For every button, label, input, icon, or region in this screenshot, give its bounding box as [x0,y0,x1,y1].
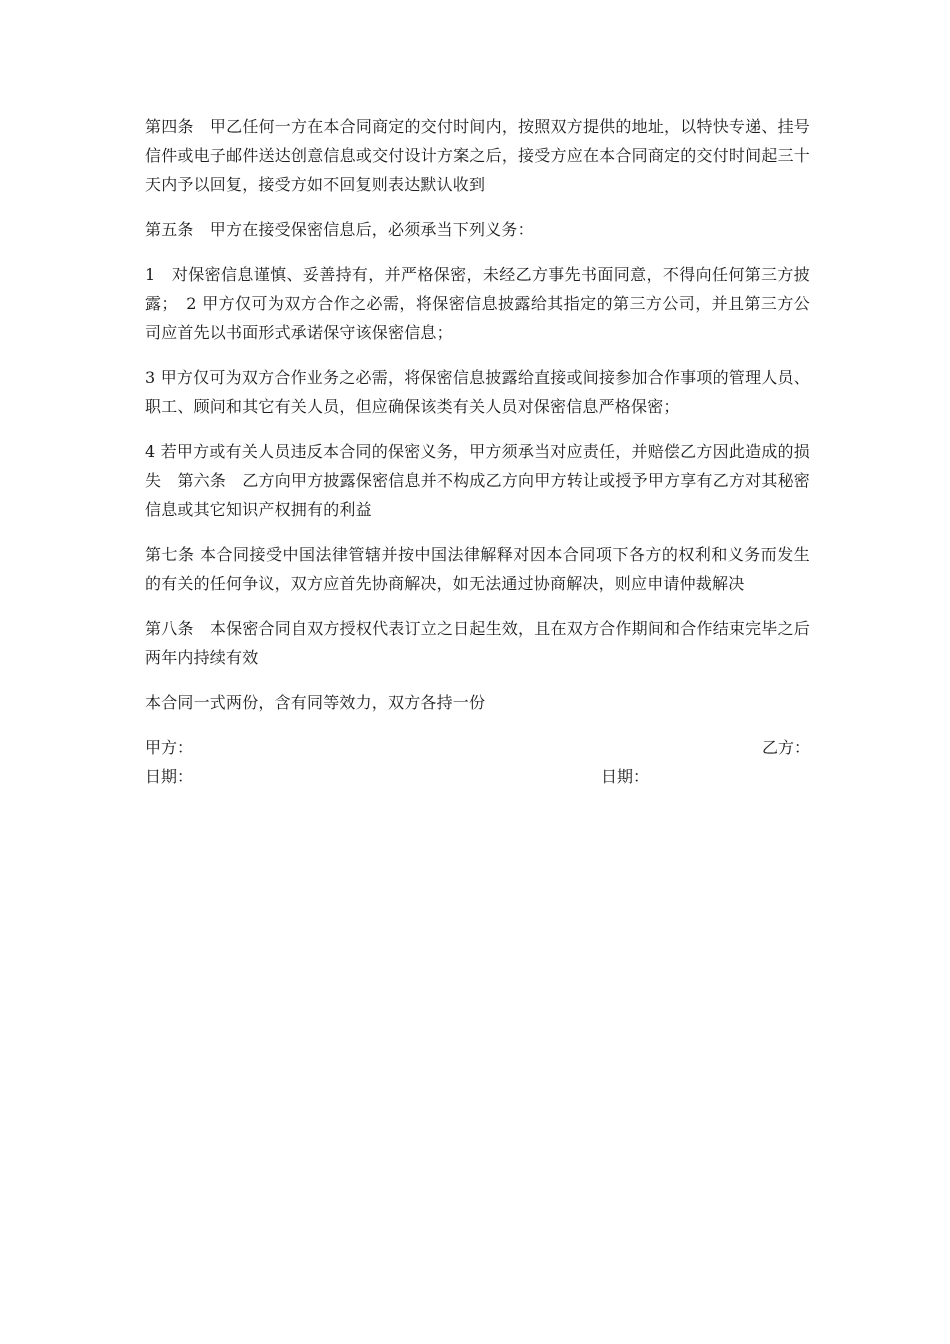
article-5-heading: 第五条 甲方在接受保密信息后，必须承当下列义务： [145,220,534,239]
article-5-item-1-2: 1 对保密信息谨慎、妥善持有，并严格保密，未经乙方事先书面同意，不得向任何第三方披露； 2 甲方仅可为双方合作之必需，将保密信息披露给其指定的第三方公司，并且第三方公司应首先以书面形式承诺保守该保密信息； [145,265,810,342]
date-b-label: 日期： [601,767,650,786]
signature-dates [145,762,810,791]
article-8: 第八条 本保密合同自双方授权代表订立之日起生效，且在双方合作期间和合作结束完毕之后两年内持续有效 [145,619,810,667]
party-a-label: 甲方： [145,738,194,757]
article-7: 第七条 本合同接受中国法律管辖并按中国法律解释对因本合同项下各方的权利和义务而发生的有关的任何争议，双方应首先协商解决，如无法通过协商解决，则应申请仲裁解决 [145,545,810,593]
date-a-label: 日期： [145,767,194,786]
article-5-item-4-and-article-6: 4 若甲方或有关人员违反本合同的保密义务，甲方须承当对应责任，并赔偿乙方因此造成的损失 第六条 乙方向甲方披露保密信息并不构成乙方向甲方转让或授予甲方享有乙方对其秘密信息或其它知识产权拥有的利益 [145,442,810,519]
party-b-label: 乙方： [761,738,810,757]
copies-clause: 本合同一式两份，含有同等效力，双方各持一份 [145,693,486,712]
signature-parties [145,733,810,762]
article-4: 第四条 甲乙任何一方在本合同商定的交付时间内，按照双方提供的地址，以特快专递、挂号信件或电子邮件送达创意信息或交付设计方案之后，接受方应在本合同商定的交付时间起三十天内予以回复，接受方如不回复则表达默认收到 [145,117,810,194]
article-5-item-3: 3 甲方仅可为双方合作业务之必需，将保密信息披露给直接或间接参加合作事项的管理人员、职工、顾问和其它有关人员，但应确保该类有关人员对保密信息严格保密； [145,368,810,416]
contract-page [145,112,810,791]
